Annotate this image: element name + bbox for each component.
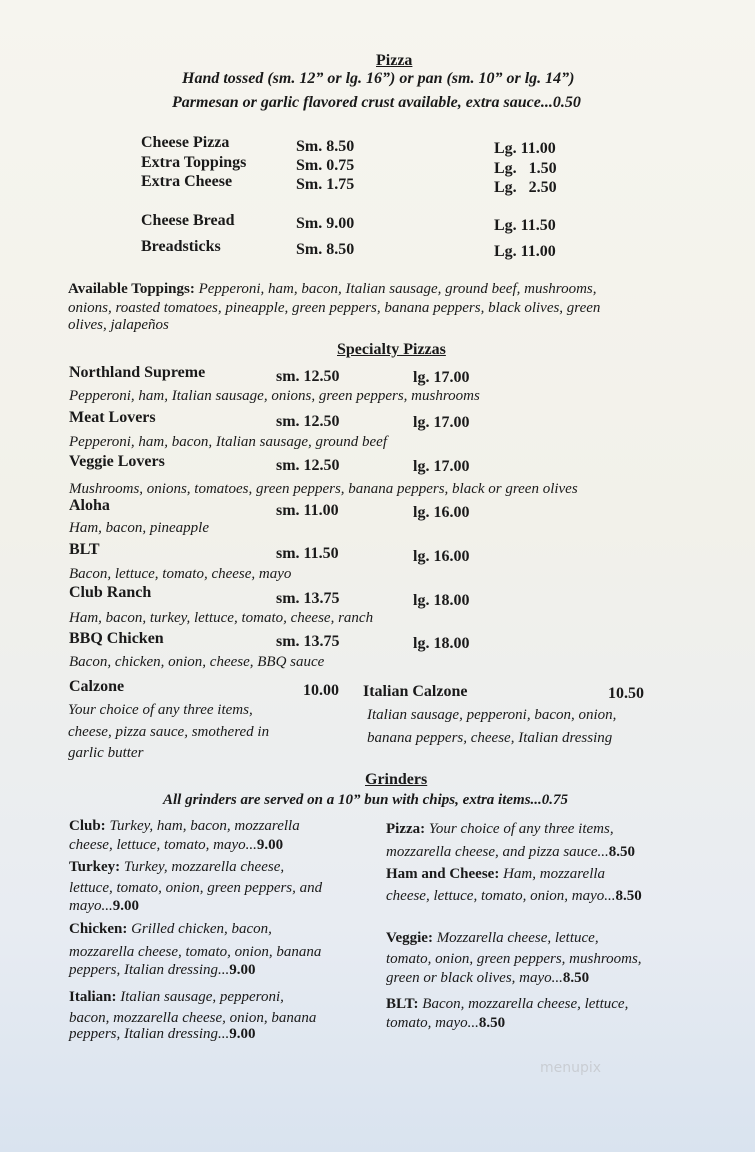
specialty-item-sm-price: sm. 13.75 <box>276 633 340 650</box>
grinder-desc: peppers, Italian dressing... <box>69 962 230 978</box>
grinder-desc: tomato, onion, green peppers, mushrooms, <box>386 951 642 967</box>
grinder-desc: tomato, mayo... <box>386 1015 479 1031</box>
italian-calzone-desc-line: Italian sausage, pepperoni, bacon, onion, <box>367 707 617 723</box>
grinder-desc: Ham, mozzarella <box>503 866 606 882</box>
grinder-desc: bacon, mozzarella cheese, onion, banana <box>69 1010 317 1026</box>
grinders-heading: Grinders <box>365 771 428 788</box>
specialty-item-desc: Mushrooms, onions, tomatoes, green peppers, banana peppers, black or green olives <box>69 481 578 497</box>
italian-calzone-price: 10.50 <box>608 685 644 702</box>
specialty-item-desc: Ham, bacon, turkey, lettuce, tomato, cheese, ranch <box>69 610 374 626</box>
grinders-subtitle: All grinders are served on a 10” bun with chips, extra items...0.75 <box>163 792 569 808</box>
specialty-item-sm-price: sm. 12.50 <box>276 368 340 385</box>
grinder-desc: lettuce, tomato, onion, green peppers, and <box>69 880 323 896</box>
specialty-item-sm-price: sm. 11.00 <box>276 502 339 519</box>
grinder-ham-line2 <box>386 888 642 905</box>
grinder-desc: peppers, Italian dressing... <box>69 1026 230 1042</box>
pizza-item-lg-price: Lg. 11.00 <box>494 140 556 157</box>
specialty-item-name: Meat Lovers <box>69 409 156 426</box>
toppings-label: Available Toppings: <box>68 281 195 297</box>
grinder-name: Italian: <box>69 989 117 1005</box>
grinder-name: BLT: <box>386 996 419 1012</box>
specialty-item-lg-price: lg. 16.00 <box>413 504 470 521</box>
watermark-logo: menupix <box>540 1060 602 1076</box>
grinder-desc: cheese, lettuce, tomato, onion, mayo... <box>386 888 616 904</box>
grinder-name: Ham and Cheese: <box>386 866 500 882</box>
calzone-desc-line: garlic butter <box>68 745 144 761</box>
grinder-blt <box>386 996 628 1013</box>
italian-calzone-name: Italian Calzone <box>363 683 468 700</box>
grinder-turkey-line3 <box>69 898 139 915</box>
pizza-subtitle-crust: Parmesan or garlic flavored crust available, extra sauce...0.50 <box>172 94 581 111</box>
specialty-item-name: Veggie Lovers <box>69 453 165 470</box>
specialty-item-desc: Pepperoni, ham, Italian sausage, onions, green peppers, mushrooms <box>69 388 480 404</box>
pizza-item-lg-price: Lg. 1.50 <box>494 160 557 177</box>
specialty-item-sm-price: sm. 12.50 <box>276 457 340 474</box>
specialty-item-desc: Ham, bacon, pineapple <box>69 520 209 536</box>
grinder-desc: green or black olives, mayo... <box>386 970 563 986</box>
grinder-pizza-line2 <box>386 844 635 861</box>
specialty-item-lg-price: lg. 18.00 <box>413 592 470 609</box>
grinder-desc: Grilled chicken, bacon, <box>131 921 272 937</box>
calzone-name: Calzone <box>69 678 125 695</box>
grinder-price: 8.50 <box>562 970 590 986</box>
grinder-name: Chicken: <box>69 921 128 937</box>
grinder-veggie-line3 <box>386 970 589 987</box>
specialty-item-desc: Bacon, lettuce, tomato, cheese, mayo <box>69 566 292 582</box>
specialty-item-name: Club Ranch <box>69 584 152 601</box>
specialty-item-lg-price: lg. 18.00 <box>413 635 470 652</box>
grinder-desc: cheese, lettuce, tomato, mayo... <box>69 837 257 853</box>
toppings-line-1 <box>68 281 597 298</box>
specialty-item-name: BBQ Chicken <box>69 630 164 647</box>
grinder-desc: Italian sausage, pepperoni, <box>120 989 284 1005</box>
grinder-italian <box>69 989 284 1006</box>
specialty-item-lg-price: lg. 17.00 <box>413 414 470 431</box>
italian-calzone-desc-line: banana peppers, cheese, Italian dressing <box>367 730 613 746</box>
calzone-desc-line: cheese, pizza sauce, smothered in <box>68 724 270 740</box>
grinder-name: Veggie: <box>386 930 433 946</box>
grinder-price: 9.00 <box>112 898 139 914</box>
grinder-price: 9.00 <box>229 962 256 978</box>
pizza-item-sm-price: Sm. 8.50 <box>296 241 355 258</box>
grinder-veggie <box>386 930 599 947</box>
specialty-item-sm-price: sm. 13.75 <box>276 590 340 607</box>
toppings-line-2: onions, roasted tomatoes, pineapple, green peppers, banana peppers, black olives, green <box>68 300 601 316</box>
calzone-desc-line: Your choice of any three items, <box>68 702 253 718</box>
pizza-heading: Pizza <box>376 52 413 69</box>
specialty-item-lg-price: lg. 17.00 <box>413 458 470 475</box>
specialty-item-desc: Pepperoni, ham, bacon, Italian sausage, ground beef <box>69 434 388 450</box>
grinder-desc: Turkey, mozzarella cheese, <box>123 859 285 875</box>
grinder-pizza <box>386 821 614 838</box>
grinder-ham-cheese <box>386 866 605 883</box>
grinder-italian-line3 <box>69 1026 256 1043</box>
grinder-price: 9.00 <box>229 1026 256 1042</box>
grinder-price: 9.00 <box>256 837 284 853</box>
grinder-price: 8.50 <box>608 844 635 860</box>
specialty-item-sm-price: sm. 12.50 <box>276 413 340 430</box>
pizza-item-name: Cheese Pizza <box>141 134 230 151</box>
specialty-item-name: BLT <box>69 541 100 558</box>
toppings-list: Pepperoni, ham, bacon, Italian sausage, ground beef, mushrooms, <box>198 281 597 297</box>
grinder-name: Turkey: <box>69 859 121 875</box>
specialty-item-name: Northland Supreme <box>69 364 206 381</box>
grinder-club <box>69 818 300 835</box>
specialty-item-lg-price: lg. 16.00 <box>413 548 470 565</box>
calzone-price: 10.00 <box>303 682 339 699</box>
pizza-item-name: Breadsticks <box>141 238 221 255</box>
grinder-chicken <box>69 921 272 938</box>
grinder-desc: mayo... <box>69 898 113 914</box>
pizza-item-lg-price: Lg. 2.50 <box>494 179 557 196</box>
specialty-item-sm-price: sm. 11.50 <box>276 545 339 562</box>
grinder-desc: Mozzarella cheese, lettuce, <box>436 930 599 946</box>
grinder-name: Pizza: <box>386 821 426 837</box>
toppings-line-3: olives, jalapeños <box>68 317 169 333</box>
specialty-item-name: Aloha <box>69 497 110 514</box>
grinder-desc: Turkey, ham, bacon, mozzarella <box>109 818 300 834</box>
specialty-heading: Specialty Pizzas <box>337 341 446 358</box>
specialty-item-lg-price: lg. 17.00 <box>413 369 470 386</box>
grinder-desc: mozzarella cheese, tomato, onion, banana <box>69 944 322 960</box>
pizza-item-name: Extra Cheese <box>141 173 233 190</box>
pizza-item-name: Cheese Bread <box>141 212 235 229</box>
pizza-item-name: Extra Toppings <box>141 154 247 171</box>
pizza-item-sm-price: Sm. 0.75 <box>296 157 355 174</box>
pizza-item-sm-price: Sm. 1.75 <box>296 176 355 193</box>
pizza-subtitle-sizes: Hand tossed (sm. 12” or lg. 16”) or pan (sm. 10” or lg. 14”) <box>182 70 575 87</box>
grinder-name: Club: <box>69 818 106 834</box>
grinder-price: 8.50 <box>478 1015 506 1031</box>
grinder-price: 8.50 <box>615 888 642 904</box>
specialty-item-desc: Bacon, chicken, onion, cheese, BBQ sauce <box>69 654 325 670</box>
grinder-desc: Bacon, mozzarella cheese, lettuce, <box>422 996 629 1012</box>
grinder-desc: mozzarella cheese, and pizza sauce... <box>386 844 609 860</box>
pizza-item-sm-price: Sm. 8.50 <box>296 138 355 155</box>
pizza-item-sm-price: Sm. 9.00 <box>296 215 355 232</box>
grinder-blt-line2 <box>386 1015 505 1032</box>
grinder-chicken-line3 <box>69 962 256 979</box>
grinder-desc: Your choice of any three items, <box>428 821 614 837</box>
pizza-item-lg-price: Lg. 11.00 <box>494 243 556 260</box>
pizza-item-lg-price: Lg. 11.50 <box>494 217 556 234</box>
grinder-turkey <box>69 859 284 876</box>
grinder-club-line2 <box>69 837 283 854</box>
